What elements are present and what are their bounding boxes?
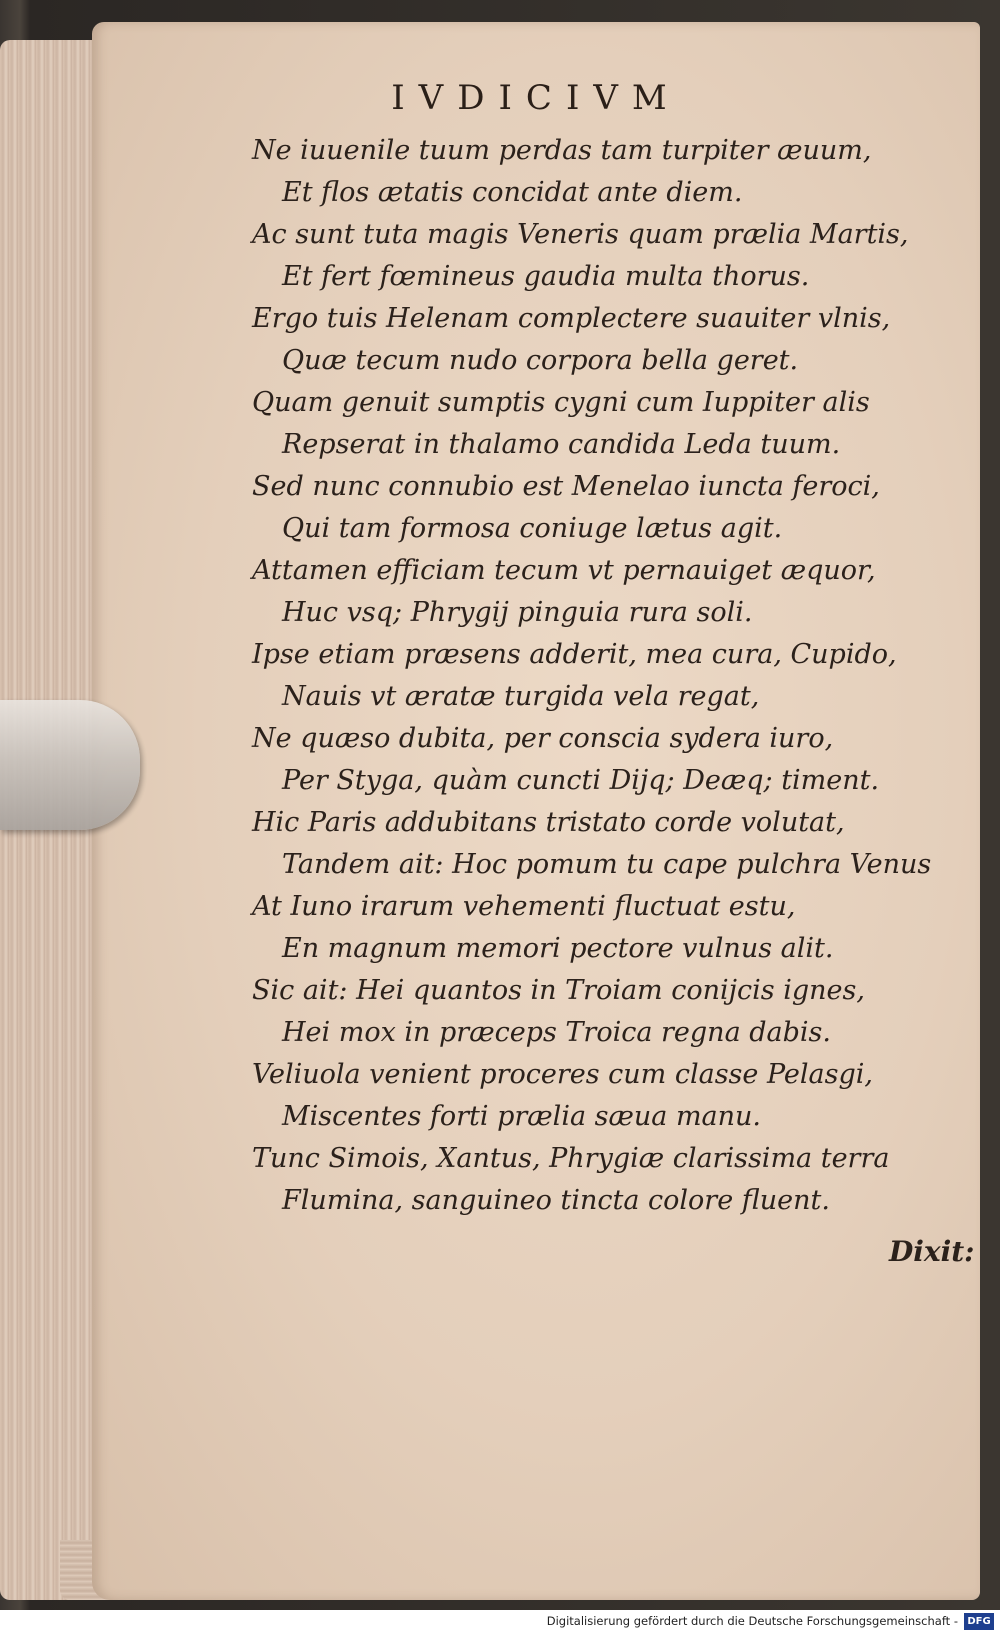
verse-line: Ipse etiam præsens adderit, mea cura, Cupido, <box>252 639 897 670</box>
catchword: Dixit: <box>889 1235 975 1268</box>
verse-line: Qui tam formosa coniuge lætus agit. <box>282 513 783 544</box>
verse-block <box>252 130 1000 1222</box>
verse-line: Attamen efficiam tecum vt pernauiget æquor, <box>252 555 876 586</box>
verse-line: Miscentes forti prælia sæua manu. <box>282 1101 761 1132</box>
funding-credit: Digitalisierung gefördert durch die Deutsche Forschungsgemeinschaft - <box>546 1614 958 1628</box>
footer-bar <box>0 1610 1000 1636</box>
verse-line: Tunc Simois, Xantus, Phrygiæ clarissima terra <box>252 1143 890 1174</box>
verse-line: En magnum memori pectore vulnus alit. <box>282 933 834 964</box>
verse-line: Sed nunc connubio est Menelao iuncta feroci, <box>252 471 880 502</box>
verse-line: Ne iuuenile tuum perdas tam turpiter æuum, <box>252 135 872 166</box>
verse-line: Ergo tuis Helenam complectere suauiter vlnis, <box>252 303 891 334</box>
verse-line: Ac sunt tuta magis Veneris quam prælia Martis, <box>252 219 909 250</box>
verse-line: Tandem ait: Hoc pomum tu cape pulchra Venus <box>282 849 932 880</box>
verse-line: Repserat in thalamo candida Leda tuum. <box>282 429 841 460</box>
verse-line: Nauis vt æratæ turgida vela regat, <box>282 681 760 712</box>
verse-line: Hic Paris addubitans tristato corde volutat, <box>252 807 845 838</box>
verse-line: At Iuno irarum vehementi fluctuat estu, <box>252 891 796 922</box>
verse-line: Flumina, sanguineo tincta colore fluent. <box>282 1185 830 1216</box>
verse-line: Quam genuit sumptis cygni cum Iuppiter alis <box>252 387 870 418</box>
running-head: IVDICIVM <box>391 78 681 118</box>
verse-line: Veliuola venient proceres cum classe Pelasgi, <box>252 1059 873 1090</box>
verse-line: Ne quæso dubita, per conscia sydera iuro, <box>252 723 834 754</box>
verse-line: Huc vsq; Phrygij pinguia rura soli. <box>282 597 753 628</box>
verse-line: Sic ait: Hei quantos in Troiam conijcis ignes, <box>252 975 865 1006</box>
verse-line: Et fert fœmineus gaudia multa thorus. <box>282 261 810 292</box>
page-clip <box>0 700 140 830</box>
verse-line: Et flos ætatis concidat ante diem. <box>282 177 743 208</box>
verse-line: Quæ tecum nudo corpora bella geret. <box>282 345 799 376</box>
verse-line: Per Styga, quàm cuncti Dijq; Deæq; timent. <box>282 765 880 796</box>
book-page <box>92 22 980 1600</box>
dfg-logo: DFG <box>964 1613 994 1630</box>
verse-line: Hei mox in præceps Troica regna dabis. <box>282 1017 831 1048</box>
